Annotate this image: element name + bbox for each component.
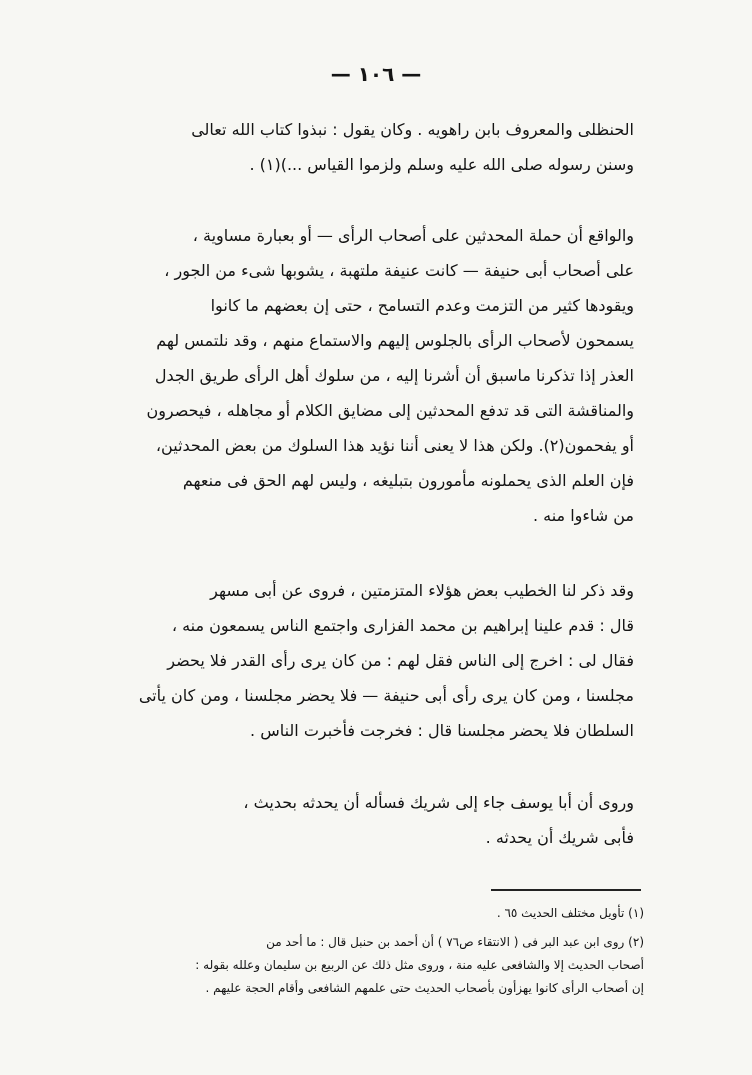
text-line: وقد ذكر لنا الخطيب بعض هؤلاء المتزمتين ، فروى عن أبى مسهر	[210, 581, 634, 600]
text-line: فقال لى : اخرج إلى الناس فقل لهم : من كان يرى رأى القدر فلا يحضر	[167, 651, 634, 670]
text-line: من شاءوا منه .	[532, 506, 634, 525]
text-line: قال : قدم علينا إبراهيم بن محمد الفزارى واجتمع الناس يسمعون منه ،	[171, 616, 634, 635]
footnote-1	[104, 902, 644, 925]
paragraph-3	[104, 573, 634, 748]
text-line: والمناقشة التى قد تدفع المحدثين إلى مضايق الكلام أو مجاهله ، فيحصرون	[146, 401, 634, 420]
text-line: فإن العلم الذى يحملونه مأمورون بتبليغه ، وليس لهم الحق فى منعهم	[182, 471, 634, 490]
paragraph-2	[104, 218, 634, 533]
text-line: يسمحون لأصحاب الرأى بالجلوس إليهم والاستماع منهم ، وقد نلتمس لهم	[156, 331, 634, 350]
text-line: أو يفحمون(٢). ولكن هذا لا يعنى أننا نؤيد هذا السلوك من بعض المحدثين،	[155, 436, 634, 455]
text-line: وروى أن أبا يوسف جاء إلى شريك فسأله أن يحدثه بحديث ،	[243, 793, 634, 812]
footnote-line: (٢) روى ابن عبد البر فى ( الانتقاء ص٧٦ ) أن أحمد بن حنبل قال : ما أحد من	[266, 935, 644, 949]
page-number: — ١٠٦ —	[330, 62, 422, 86]
text-line: العذر إذا تذكرنا ماسبق أن أشرنا إليه ، من سلوك أهل الرأى طريق الجدل	[154, 366, 634, 385]
text-line: والواقع أن حملة المحدثين على أصحاب الرأى — أو بعبارة مساوية ،	[192, 226, 634, 245]
text-line: فأبى شريك أن يحدثه .	[485, 828, 634, 847]
text-line: ويقودها كثير من التزمت وعدم التسامح ، حتى إن بعضهم ما كانوا	[210, 296, 634, 315]
text-line: وسنن رسوله صلى الله عليه وسلم ولزموا القياس ...)(١) .	[249, 155, 634, 174]
footnote-line: إن أصحاب الرأى كانوا يهزأون بأصحاب الحديث حتى علمهم الشافعى وأقام الحجة عليهم .	[205, 981, 644, 995]
footnote-2	[104, 931, 644, 1000]
text-line: السلطان فلا يحضر مجلسنا قال : فخرجت فأخبرت الناس .	[250, 721, 634, 740]
text-line: مجلسنا ، ومن كان يرى رأى أبى حنيفة — فلا يحضر مجلسنا ، ومن كان يأتى	[138, 686, 634, 705]
text-line: الحنظلى والمعروف بابن راهويه . وكان يقول : نبذوا كتاب الله تعالى	[191, 120, 634, 139]
paragraph-1	[104, 112, 634, 182]
footnote-line: (١) تأويل مختلف الحديث ٦٥ .	[496, 906, 644, 920]
text-line: على أصحاب أبى حنيفة — كانت عنيفة ملتهبة ، يشوبها شىء من الجور ،	[164, 261, 634, 280]
footnote-line: أصحاب الحديث إلا والشافعى عليه منة ، وروى مثل ذلك عن الربيع بن سليمان وعلله بقوله :	[195, 958, 644, 972]
paragraph-4	[104, 785, 634, 855]
footnotes	[104, 902, 644, 1000]
footnote-divider	[491, 889, 641, 891]
